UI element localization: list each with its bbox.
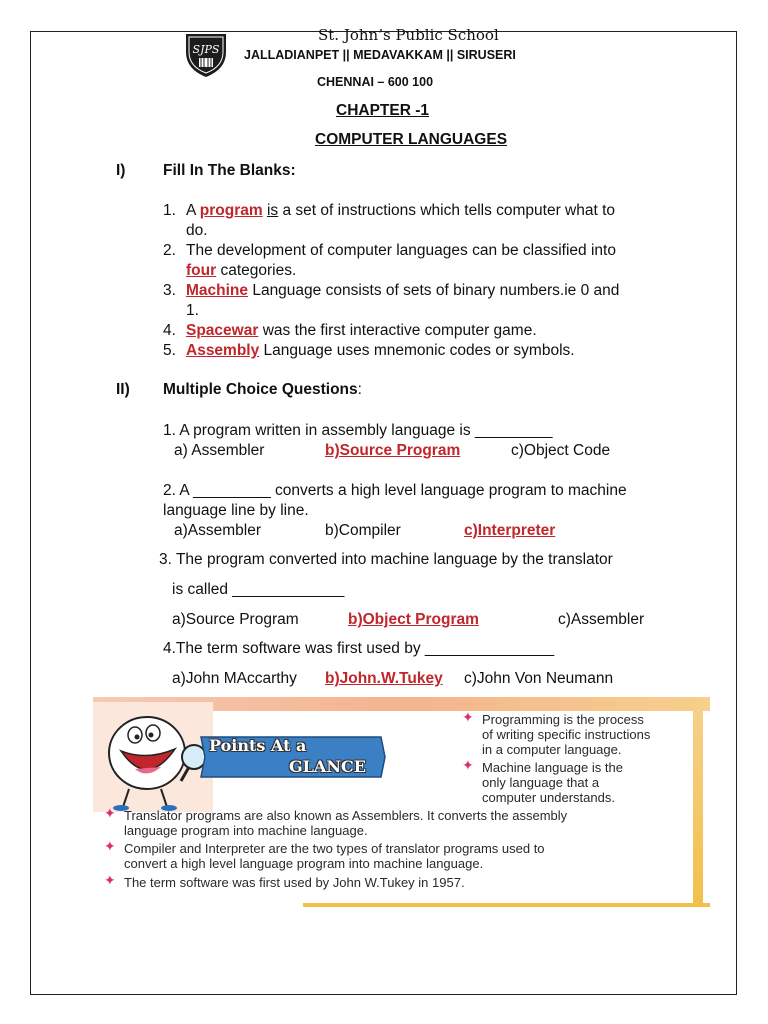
star-bullet-icon: ✦ xyxy=(104,872,116,888)
blank-item-3: Machine Language consists of sets of binary numbers.ie 0 and xyxy=(186,282,620,299)
mcq-4-question: 4.The term software was first used by _______________ xyxy=(163,640,555,657)
star-bullet-icon: ✦ xyxy=(462,709,474,725)
star-bullet-icon: ✦ xyxy=(104,805,116,821)
glance-point-translator: ✦ Translator programs are also known as Assemblers. It converts the assembly language program into machine language. xyxy=(104,805,568,838)
mcq-2-option-a: a)Assembler xyxy=(174,522,261,539)
mcq-1-option-c: c)Object Code xyxy=(511,442,611,459)
blank-item-2-line2: four categories. xyxy=(186,262,297,279)
mcq-2-option-b: b)Compiler xyxy=(325,522,401,539)
blank-item-3-num: 3. xyxy=(163,282,176,299)
chapter-title: COMPUTER LANGUAGES xyxy=(315,131,508,148)
mcq-4-option-a: a)John MAccarthy xyxy=(172,670,297,687)
points-at-a-glance-box xyxy=(93,697,710,915)
blank-item-2: The development of computer languages can be classified into xyxy=(186,242,616,259)
mcq-3-option-b: b)Object Program xyxy=(348,611,479,628)
blank-item-1-line2: do. xyxy=(186,222,208,239)
glance-point-software-term: ✦ The term software was first used by John W.Tukey in 1957. xyxy=(104,872,465,890)
school-city: CHENNAI – 600 100 xyxy=(317,75,434,89)
glance-point-programming: ✦ Programming is the process of writing specific instructions in a computer language. xyxy=(462,709,651,757)
school-logo xyxy=(182,32,230,78)
glance-right-band xyxy=(693,705,703,903)
laughing-character-illustration xyxy=(99,707,209,811)
blank-item-5-num: 5. xyxy=(163,342,176,359)
answer-program: program xyxy=(199,202,263,219)
mcq-2-question-line2: language line by line. xyxy=(163,502,309,519)
section1-title: Fill In The Blanks: xyxy=(163,162,296,179)
mcq-3-option-c: c)Assembler xyxy=(558,611,645,628)
mcq-1-option-a: a) Assembler xyxy=(174,442,265,459)
logo-letters: SJPS xyxy=(192,43,220,56)
mcq-4-option-c: c)John Von Neumann xyxy=(464,670,614,687)
school-name: St. John’s Public School xyxy=(318,26,499,44)
mcq-2-question: 2. A _________ converts a high level language program to machine xyxy=(163,482,627,499)
glance-bottom-band xyxy=(303,903,710,907)
glance-point-machine-language: ✦ Machine language is the only language that a computer understands. xyxy=(462,757,623,805)
section2-title: Multiple Choice Questions: xyxy=(163,381,362,398)
glance-point-compiler-interpreter: ✦ Compiler and Interpreter are the two types of translator programs used to convert a high level language program into machine language. xyxy=(104,838,545,871)
blank-item-4-num: 4. xyxy=(163,322,176,339)
blank-item-4: Spacewar was the first interactive computer game. xyxy=(186,322,537,339)
mcq-2-option-c: c)Interpreter xyxy=(464,522,556,539)
blank-item-1-num: 1. xyxy=(163,202,176,219)
section2-numeral: II) xyxy=(116,381,130,398)
school-branches: JALLADIANPET || MEDAVAKKAM || SIRUSERI xyxy=(244,48,516,62)
answer-spacewar: Spacewar xyxy=(186,322,259,339)
section1-numeral: I) xyxy=(116,162,126,179)
answer-assembly: Assembly xyxy=(186,342,260,359)
answer-machine: Machine xyxy=(186,282,249,299)
banner-line-1: Points At a xyxy=(209,736,307,755)
blank-item-5: Assembly Language uses mnemonic codes or symbols. xyxy=(186,342,575,359)
blank-item-2-num: 2. xyxy=(163,242,176,259)
mcq-3-question: 3. The program converted into machine language by the translator xyxy=(159,551,613,568)
mcq-4-option-b: b)John.W.Tukey xyxy=(325,670,443,687)
mcq-3-option-a: a)Source Program xyxy=(172,611,299,628)
star-bullet-icon: ✦ xyxy=(104,838,116,854)
blank-item-1: A program is a set of instructions which tells computer what to xyxy=(186,202,616,219)
chapter-number: CHAPTER -1 xyxy=(336,102,430,119)
answer-four: four xyxy=(186,262,217,279)
mcq-3-question-line2: is called _____________ xyxy=(172,581,345,598)
mcq-1-option-b: b)Source Program xyxy=(325,442,461,459)
blank-item-3-line2: 1. xyxy=(186,302,199,319)
star-bullet-icon: ✦ xyxy=(462,757,474,773)
mcq-1-question: 1. A program written in assembly language is _________ xyxy=(163,422,553,439)
banner-line-2: GLANCE xyxy=(289,757,366,776)
